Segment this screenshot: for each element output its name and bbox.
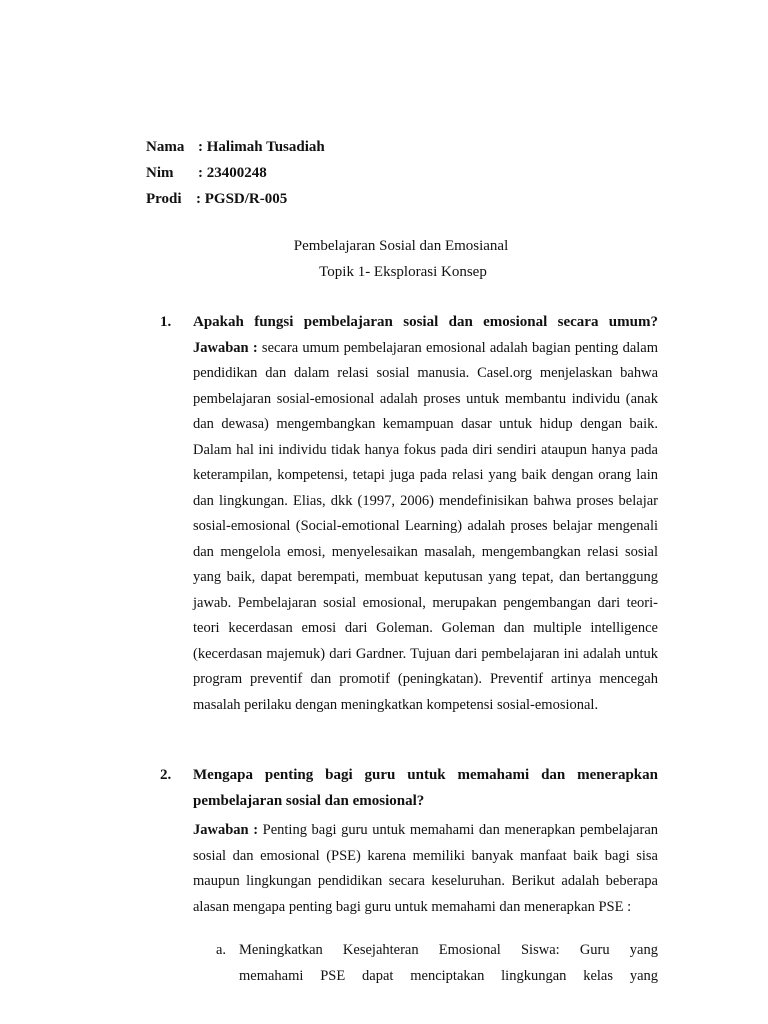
nim-value: : 23400248 (198, 165, 267, 181)
name-row (146, 134, 325, 160)
question-body (193, 310, 658, 718)
answer-subitem-a (216, 938, 658, 989)
prodi-label: Prodi (146, 191, 182, 207)
question-number: 2. (160, 767, 172, 783)
subitem-marker: a. (216, 942, 227, 958)
prodi-row (146, 186, 325, 212)
answer-paragraph (193, 336, 658, 719)
question-text: Apakah fungsi pembelajaran sosial dan emosional secara umum? (193, 314, 658, 330)
nim-label: Nim (146, 165, 174, 181)
answer-label: Jawaban : (193, 339, 258, 356)
question-text-line-1: Mengapa penting bagi guru untuk memahami dan menerapkan (193, 767, 658, 783)
student-identity (146, 134, 325, 212)
document-title: Pembelajaran Sosial dan Emosianal (293, 238, 509, 254)
subitem-line-1: Meningkatkan Kesejahteran Emosional Siswa: Guru yang (239, 942, 658, 958)
question-number: 1. (160, 314, 172, 330)
nim-row (146, 160, 325, 186)
name-value: : Halimah Tusadiah (198, 139, 325, 155)
answer-paragraph (193, 818, 658, 920)
answer-label: Jawaban : (193, 822, 259, 838)
answer-text: secara umum pembelajaran emosional adalah bagian penting dalam pendidikan dan dalam relasi sosial manusia. Casel.org menjelaskan bahwa pembelajaran sosial-emosional adalah proses untuk membantu individu (anak dan dewasa) mengembangkan kemampuan dasar untuk hidup dengan baik. Dalam hal ini individu tidak hanya fokus pada diri sendiri ataupun hanya pada keterampilan, kompetensi, tetapi juga pada relasi yang baik dengan orang lain dan lingkungan. Elias, dkk (1997, 2006) mendefinisikan bahwa proses belajar sosial-emosional (Social-emotional Learning) adalah proses belajar mengenali dan mengelola emosi, menyelesaikan masalah, mengembangkan relasi sosial yang baik, dapat berempati, membuat keputusan yang tepat, dan bertanggung jawab. Pembelajaran sosial emosional, merupakan pengembangan dari teori-teori kecerdasan emosi dari Goleman. Goleman dan multiple intelligence (kecerdasan majemuk) dari Gardner. Tujuan dari pembelajaran ini adalah untuk program preventif dan promotif (peningkatan). Preventif artinya mencegah masalah perilaku dengan meningkatkan kompetensi sosial-emosional. (193, 339, 658, 713)
subitem-line-2: memahami PSE dapat menciptakan lingkungan kelas yang (239, 967, 658, 984)
answer-text: Penting bagi guru untuk memahami dan menerapkan pembelajaran sosial dan emosional (PSE) karena memiliki banyak manfaat baik bagi sisa maupun lingkungan pendidikan secara keseluruhan. Berikut adalah beberapa alasan mengapa penting bagi guru untuk memahami dan menerapkan PSE : (193, 822, 659, 915)
document-titles (0, 233, 768, 285)
document-subtitle: Topik 1- Eksplorasi Konsep (319, 264, 487, 280)
prodi-value: : PGSD/R-005 (196, 191, 288, 207)
question-text-line-2: pembelajaran sosial dan emosional? (193, 792, 425, 809)
question-body (193, 763, 658, 920)
name-label: Nama (146, 139, 185, 155)
